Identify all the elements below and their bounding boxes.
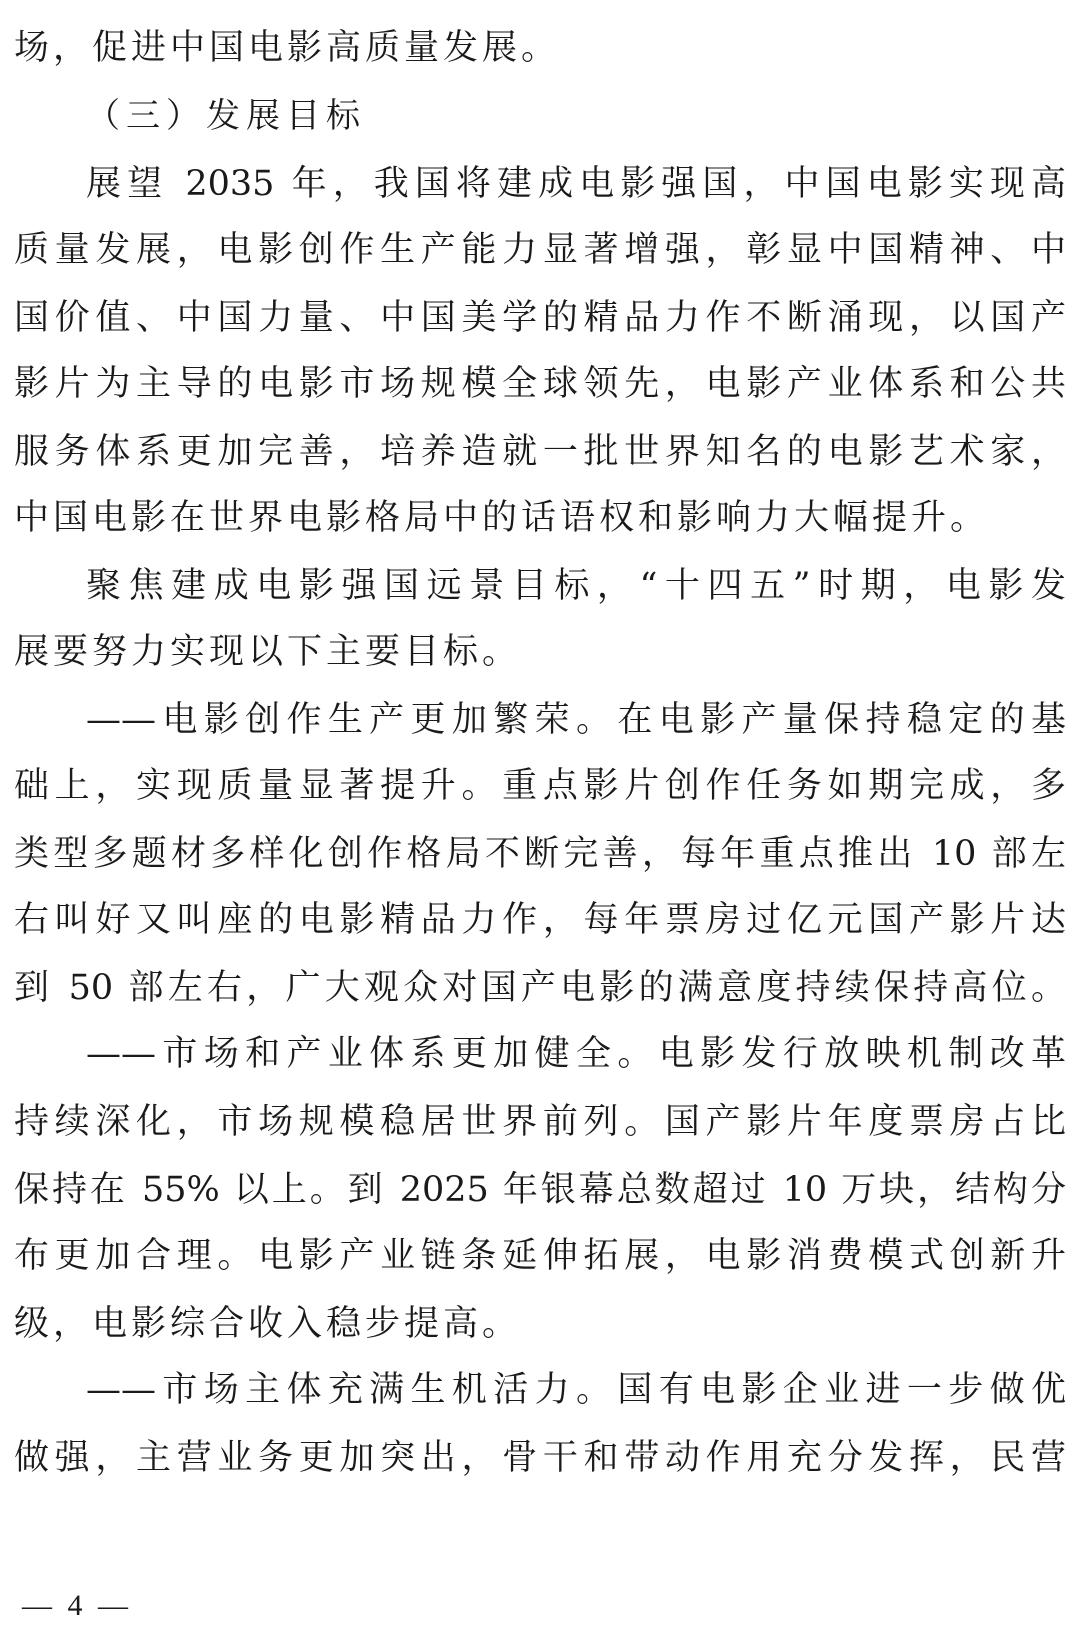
text-line-14: 右叫好又叫座的电影精品力作，每年票房过亿元国产影片达: [14, 900, 1066, 940]
text-line-7: 服务体系更加完善，培养造就一批世界知名的电影艺术家，: [14, 432, 1066, 472]
text-line-10: 展要努力实现以下主要目标。: [14, 632, 522, 672]
text-line-6: 影片为主导的电影市场规模全球领先，电影产业体系和公共: [14, 364, 1066, 404]
text-line-21: ——市场主体充满生机活力。国有电影企业进一步做优: [86, 1370, 1066, 1410]
page-number: — 4 —: [22, 1589, 132, 1622]
text-line-1: 场，促进中国电影高质量发展。: [14, 28, 561, 68]
text-line-4: 质量发展，电影创作生产能力显著增强，彰显中国精神、中: [14, 230, 1066, 270]
text-line-22: 做强，主营业务更加突出，骨干和带动作用充分发挥，民营: [14, 1438, 1066, 1478]
text-line-19: 布更加合理。电影产业链条延伸拓展，电影消费模式创新升: [14, 1236, 1066, 1276]
text-line-12: 础上，实现质量显著提升。重点影片创作任务如期完成，多: [14, 766, 1066, 806]
text-line-11: ——电影创作生产更加繁荣。在电影产量保持稳定的基: [86, 700, 1066, 740]
text-line-16: ——市场和产业体系更加健全。电影发行放映机制改革: [86, 1034, 1066, 1074]
text-line-20: 级，电影综合收入稳步提高。: [14, 1304, 522, 1344]
text-line-13: 类型多题材多样化创作格局不断完善，每年重点推出 10 部左: [14, 834, 1066, 874]
text-line-3: 展望 2035 年，我国将建成电影强国，中国电影实现高: [86, 164, 1066, 204]
text-line-18: 保持在 55% 以上。到 2025 年银幕总数超过 10 万块，结构分: [14, 1170, 1066, 1210]
text-line-8: 中国电影在世界电影格局中的话语权和影响力大幅提升。: [14, 498, 990, 538]
text-line-15: 到 50 部左右，广大观众对国产电影的满意度持续保持高位。: [14, 968, 1066, 1008]
text-line-5: 国价值、中国力量、中国美学的精品力作不断涌现，以国产: [14, 298, 1066, 338]
text-line-17: 持续深化，市场规模稳居世界前列。国产影片年度票房占比: [14, 1102, 1066, 1142]
text-line-9: 聚焦建成电影强国远景目标，“十四五”时期，电影发: [86, 566, 1066, 606]
section-heading: （三）发展目标: [86, 96, 366, 136]
